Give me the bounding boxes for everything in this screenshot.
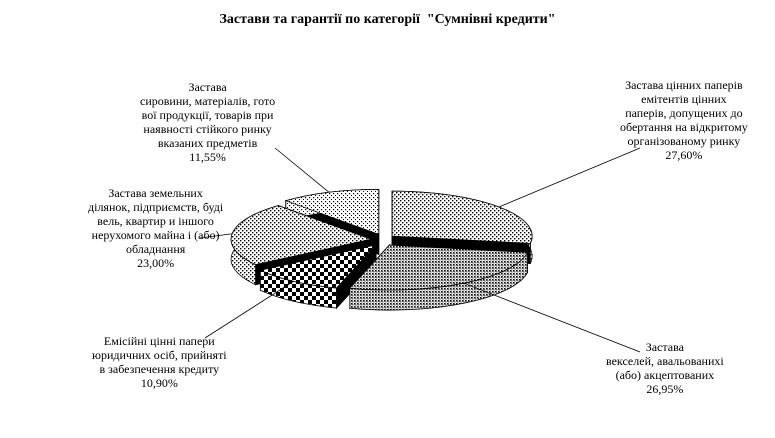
slice-label: Застава векселей, авальованихі (або) акцептованих 26,95% bbox=[606, 340, 724, 396]
leader-line bbox=[275, 148, 329, 192]
slice-label: Застава цінних паперів емітентів цінних паперів, допущених до обертання на відкритому організованому ринку 27,60% bbox=[620, 78, 748, 162]
chart-title: Застави та гарантії по категорії "Сумнівні кредити" bbox=[219, 12, 556, 27]
leader-line bbox=[499, 148, 640, 207]
pie-slice bbox=[350, 245, 528, 310]
slice-label: Емісійні цінні папери юридичних осіб, прийняті в забезпечення кредиту 10,90% bbox=[92, 334, 227, 390]
slice-label: Застава земельних ділянок, підприємств, буді вель, квартир и іншого нерухомого майна і (або) обладнання 23,00% bbox=[88, 186, 224, 270]
leader-line bbox=[205, 281, 294, 338]
slice-label: Застава сировини, матеріалів, гото вої продукції, товарів при наявності стійкого ринку вказаних предметів 11,55% bbox=[140, 80, 276, 164]
